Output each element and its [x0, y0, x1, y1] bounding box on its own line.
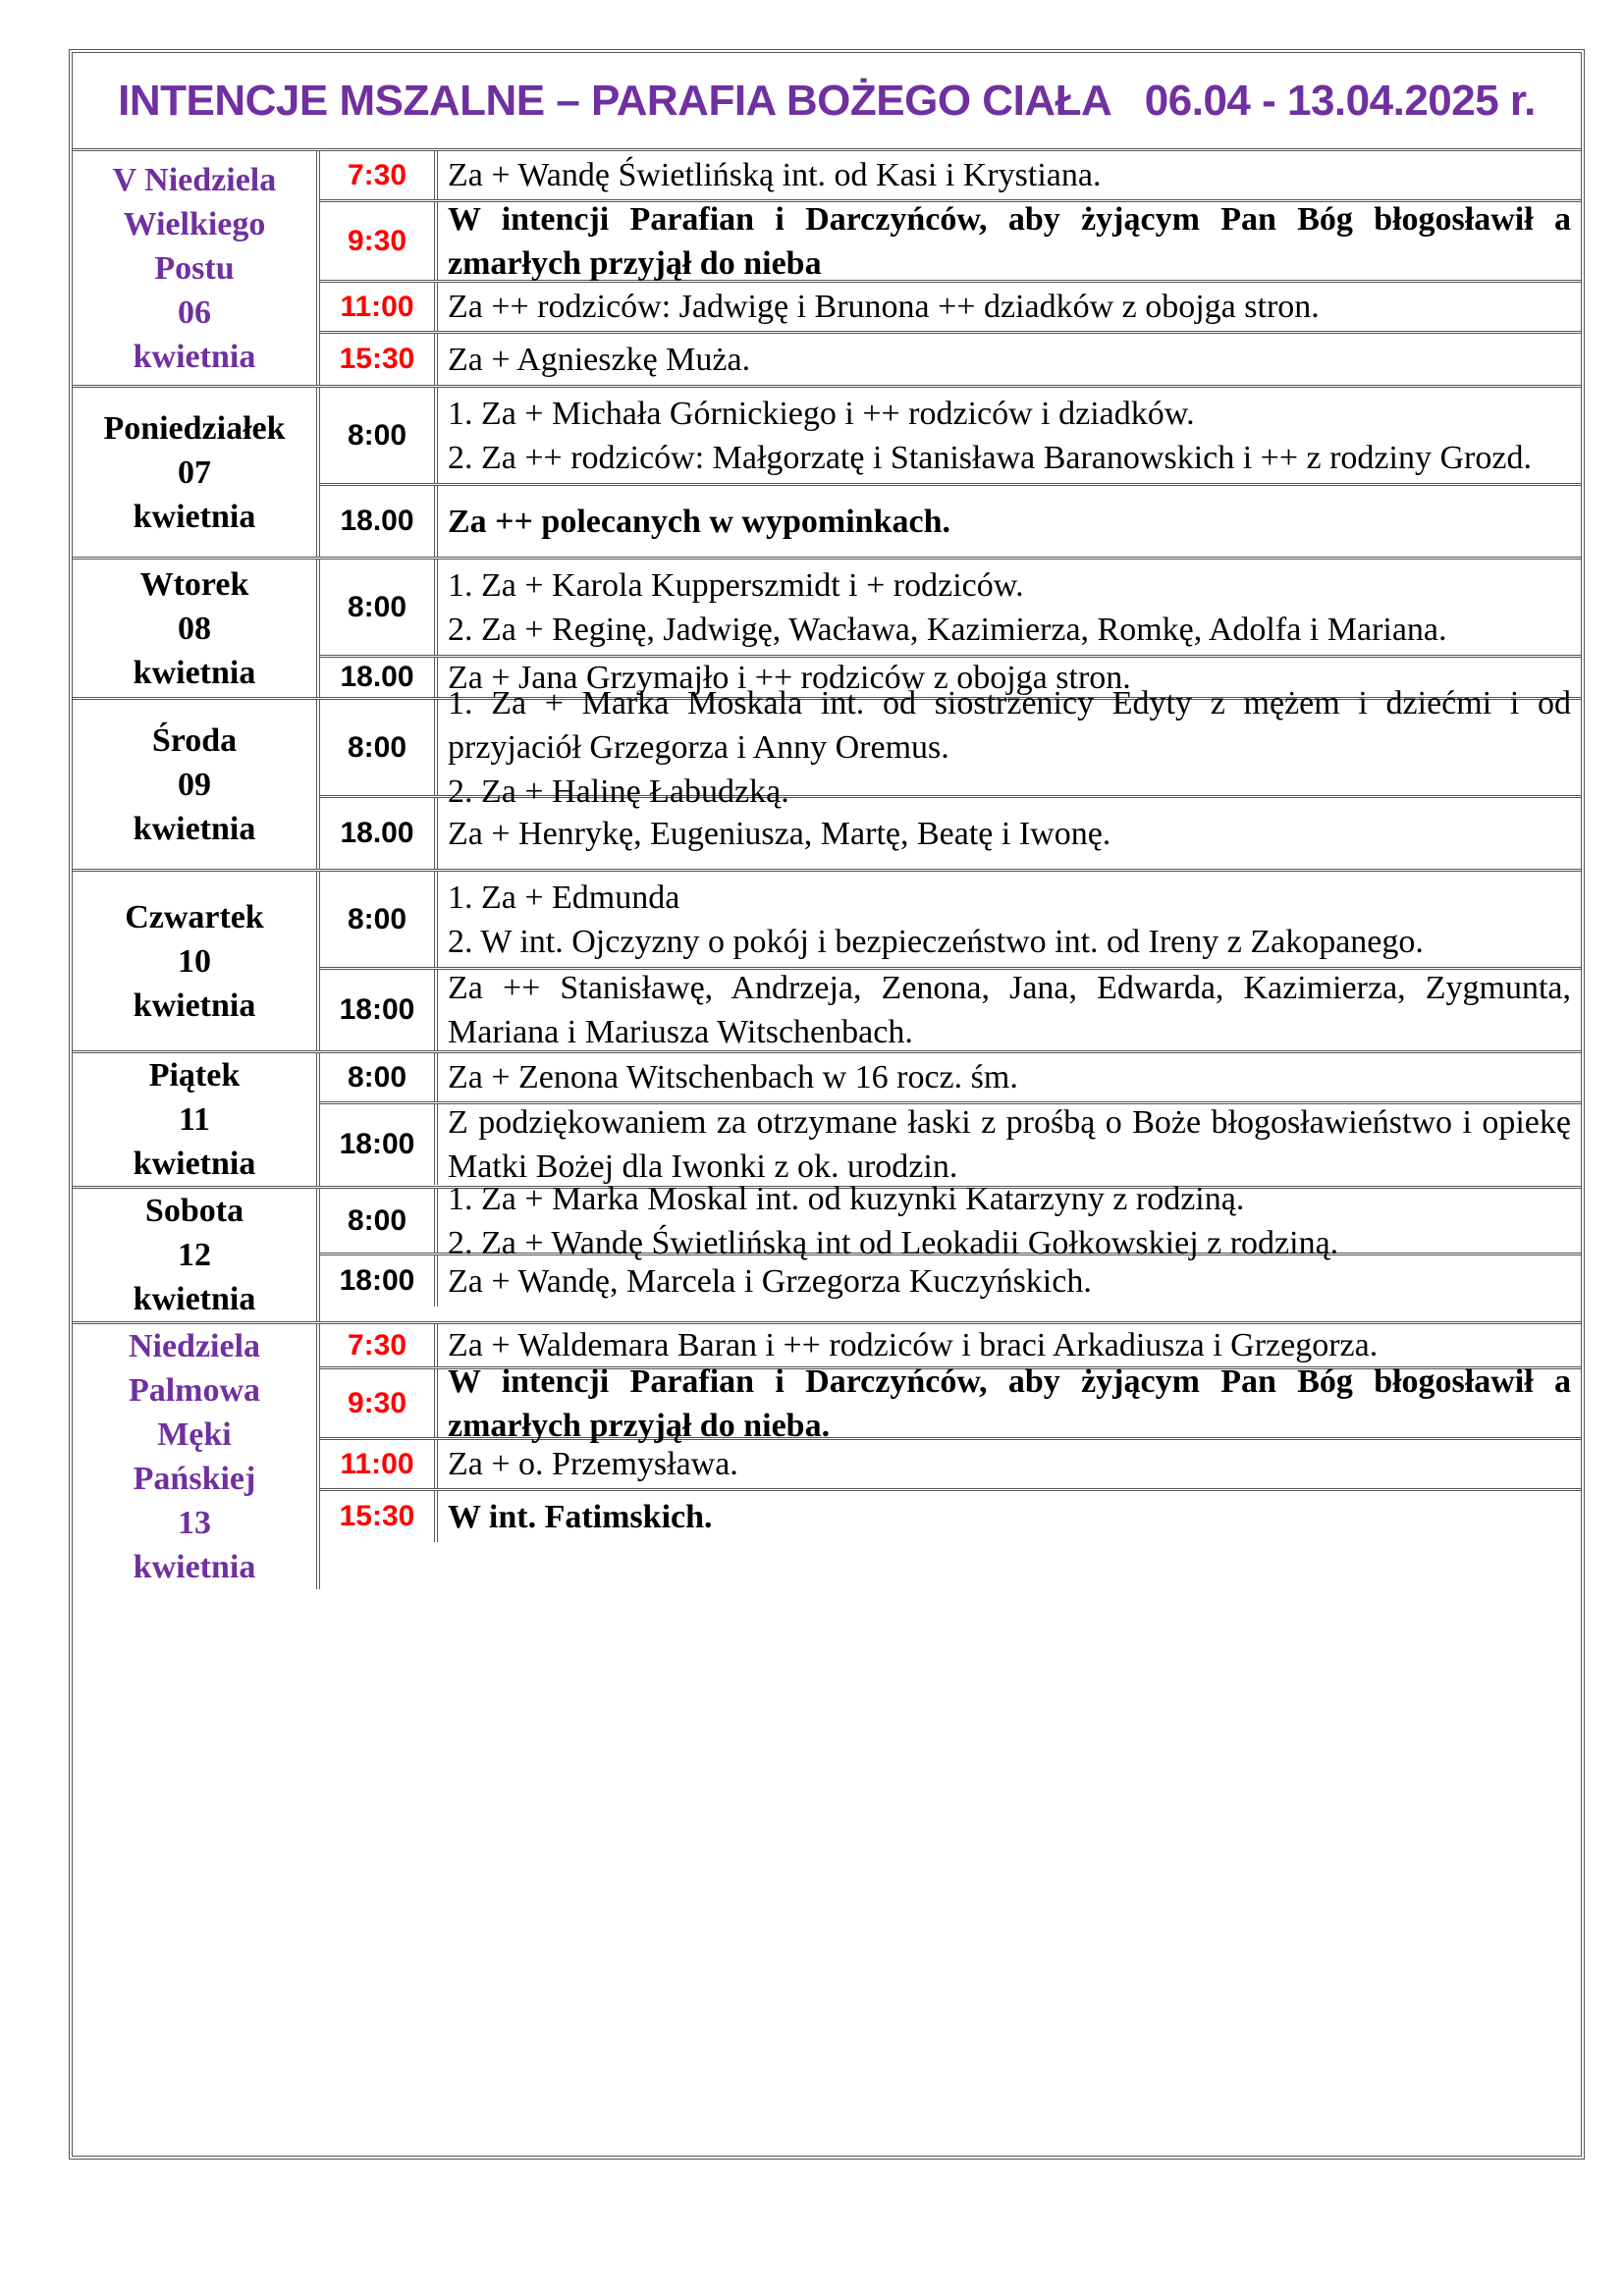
day-label-line: 13 [178, 1505, 211, 1541]
mass-row [320, 1255, 1581, 1307]
mass-intention [438, 1440, 1581, 1488]
mass-intention [438, 798, 1581, 869]
mass-list [320, 872, 1581, 1050]
mass-intention [438, 1053, 1581, 1101]
intention-line: 1. Za + Michała Górnickiego i ++ rodziców i dziadków. [448, 395, 1195, 432]
mass-row [320, 388, 1581, 486]
day-label-line: kwietnia [133, 498, 256, 535]
day-label-line: 12 [178, 1237, 211, 1273]
intention-line: 1. Za + Edmunda [448, 879, 680, 916]
mass-row [320, 1053, 1581, 1104]
day-row [73, 1053, 1581, 1189]
mass-time: 18.00 [320, 486, 438, 557]
mass-intention [438, 1491, 1581, 1542]
mass-intention [438, 560, 1581, 655]
mass-row [320, 970, 1581, 1050]
intention-line: Za ++ rodziców: Jadwigę i Brunona ++ dziadków z obojga stron. [448, 289, 1320, 325]
day-label-line: kwietnia [133, 1146, 256, 1182]
mass-time: 8:00 [320, 388, 438, 483]
day-label-line: kwietnia [133, 1281, 256, 1317]
day-label-line: Piątek [148, 1057, 241, 1094]
day-label-line: Męki [157, 1416, 232, 1453]
mass-time: 8:00 [320, 1053, 438, 1101]
intention-line: 2. Za + Wandę Świetlińską int od Leokadii Gołkowskiej z rodziną. [448, 1224, 1339, 1261]
mass-intention [438, 970, 1581, 1050]
mass-row [320, 283, 1581, 334]
mass-time: 15:30 [320, 1491, 438, 1542]
intention-line: 2. Za + Halinę Łabudzką. [448, 774, 789, 810]
mass-intention [438, 1180, 1581, 1261]
mass-row [320, 151, 1581, 202]
intention-line: Za + Henrykę, Eugeniusza, Martę, Beatę i Iwonę. [448, 815, 1111, 852]
day-label-line: Palmowa [128, 1372, 261, 1409]
mass-time: 18:00 [320, 970, 438, 1050]
title-row [73, 53, 1581, 151]
intention-line: 1. Za + Marka Moskal int. od kuzynki Katarzyny z rodziną. [448, 1180, 1245, 1217]
mass-intention [438, 1255, 1581, 1307]
day-label-line: Poniedziałek [103, 409, 286, 447]
day-row [73, 151, 1581, 388]
day-label-line: 08 [178, 610, 211, 647]
mass-intention [438, 283, 1581, 331]
day-label [73, 700, 320, 869]
mass-intention [438, 1104, 1581, 1185]
day-label [73, 1324, 320, 1589]
mass-row [320, 1104, 1581, 1185]
day-label [73, 1189, 320, 1321]
intention-line: Za + Zenona Witschenbach w 16 rocz. śm. [448, 1059, 1018, 1095]
intention-line: Za + o. Przemysława. [448, 1446, 738, 1482]
day-row [73, 1180, 1581, 1324]
intention-line: 1. Za + Marka Moskala int. od siostrzenicy Edyty z mężem i dziećmi i od przyjaciół Grzegorza i Anny Oremus. [448, 685, 1571, 766]
mass-row [320, 486, 1581, 557]
mass-time: 8:00 [320, 1189, 438, 1253]
day-label-line: 07 [177, 454, 211, 491]
day-label-line: Postu [154, 249, 235, 287]
mass-list [320, 560, 1581, 697]
mass-intention [438, 151, 1581, 199]
day-label [73, 388, 320, 557]
mass-list [320, 1180, 1581, 1321]
day-label-line: Czwartek [125, 898, 264, 935]
day-row [73, 685, 1581, 872]
day-label-line: 10 [178, 942, 211, 980]
intentions-table [69, 49, 1585, 2160]
mass-time: 9:30 [320, 1369, 438, 1437]
day-label-line: kwietnia [133, 987, 256, 1024]
mass-time: 11:00 [320, 283, 438, 331]
day-label [73, 1053, 320, 1186]
mass-time: 18:00 [320, 1104, 438, 1185]
intention-line: Za + Jana Grzymajło i ++ rodziców z obojga stron. [448, 659, 1131, 696]
mass-intention [438, 388, 1581, 483]
day-label-line: kwietnia [133, 338, 256, 375]
intention-line: W int. Fatimskich. [448, 1498, 713, 1535]
day-label-line: kwietnia [133, 1549, 256, 1585]
intention-line: 2. W int. Ojczyzny o pokój i bezpieczeństwo int. od Ireny z Zakopanego. [448, 923, 1424, 960]
mass-time: 18.00 [320, 658, 438, 697]
mass-list [320, 151, 1581, 385]
day-label-line: 06 [177, 294, 211, 331]
day-label-line: Sobota [144, 1193, 244, 1229]
intention-line: Za + Wandę, Marcela i Grzegorza Kuczyńskich. [448, 1262, 1092, 1300]
mass-row [320, 685, 1581, 810]
intention-line: W intencji Parafian i Darczyńców, aby żyjącym Pan Bóg błogosławił a zmarłych przyjął do nieba. [448, 1362, 1571, 1444]
mass-row [320, 334, 1581, 385]
intention-line: 2. Za ++ rodziców: Małgorzatę i Stanisława Baranowskich i ++ z rodziny Grozd. [448, 439, 1532, 476]
day-row [73, 388, 1581, 560]
mass-time: 8:00 [320, 700, 438, 795]
mass-list [320, 388, 1581, 557]
mass-row [320, 872, 1581, 970]
day-row [73, 560, 1581, 700]
intention-line: Za + Agnieszkę Muża. [448, 341, 751, 378]
mass-time: 9:30 [320, 202, 438, 280]
day-label-line: kwietnia [133, 654, 256, 691]
intention-line: Za ++ polecanych w wypominkach. [448, 503, 950, 540]
mass-list [320, 1053, 1581, 1186]
mass-time: 11:00 [320, 1440, 438, 1488]
day-label-line: 11 [178, 1101, 211, 1138]
day-label-line: Niedziela [128, 1328, 261, 1364]
day-label-line: V Niedziela [112, 161, 277, 198]
mass-time: 18:00 [320, 1255, 438, 1307]
day-label-line: Wielkiego [123, 205, 266, 242]
day-row [73, 872, 1581, 1053]
intention-line: Za + Waldemara Baran i ++ rodziców i braci Arkadiusza i Grzegorza. [448, 1327, 1379, 1363]
mass-intention [438, 1362, 1581, 1444]
day-label [73, 560, 320, 697]
mass-row [320, 202, 1581, 283]
mass-time: 7:30 [320, 1324, 438, 1366]
mass-time: 8:00 [320, 560, 438, 655]
mass-row [320, 1491, 1581, 1542]
mass-time: 8:00 [320, 872, 438, 967]
day-row [73, 1324, 1581, 1589]
intention-line: Za + Wandę Świetlińską int. od Kasi i Krystiana. [448, 157, 1102, 193]
mass-row [320, 798, 1581, 869]
day-label [73, 872, 320, 1050]
mass-time: 7:30 [320, 151, 438, 199]
mass-row [320, 1440, 1581, 1491]
day-label-line: 09 [178, 766, 211, 803]
mass-intention [438, 872, 1581, 967]
mass-intention [438, 334, 1581, 385]
mass-row [320, 560, 1581, 658]
mass-row [320, 1362, 1581, 1444]
day-label-line: Wtorek [139, 565, 249, 603]
intention-line: Z podziękowaniem za otrzymane łaski z prośbą o Boże błogosławieństwo i opiekę Matki Bożej dla Iwonki z ok. urodzin. [448, 1104, 1571, 1185]
mass-list [320, 1324, 1581, 1589]
mass-time: 15:30 [320, 334, 438, 385]
intention-line: 1. Za + Karola Kupperszmidt i + rodziców. [448, 566, 1024, 604]
day-label-line: Środa [151, 721, 238, 759]
page-title: INTENCJE MSZALNE – PARAFIA BOŻEGO CIAŁA 06.04 - 13.04.2025 r. [118, 76, 1536, 125]
mass-intention [438, 202, 1581, 280]
mass-intention [438, 486, 1581, 557]
intention-line: W intencji Parafian i Darczyńców, aby żyjącym Pan Bóg błogosławił a zmarłych przyjął do nieba [448, 200, 1571, 282]
day-label-line: Pańskiej [133, 1461, 256, 1497]
mass-row [320, 1180, 1581, 1261]
intention-line: Za ++ Stanisławę, Andrzeja, Zenona, Jana, Edwarda, Kazimierza, Zygmunta, Mariana i Mariusza Witschenbach. [448, 970, 1571, 1050]
days-container [73, 151, 1581, 1589]
mass-intention [438, 685, 1581, 810]
mass-list [320, 685, 1581, 869]
intention-line: 2. Za + Reginę, Jadwigę, Wacława, Kazimierza, Romkę, Adolfa i Mariana. [448, 611, 1447, 648]
day-label [73, 151, 320, 385]
mass-time: 18.00 [320, 798, 438, 869]
day-label-line: kwietnia [133, 810, 256, 847]
